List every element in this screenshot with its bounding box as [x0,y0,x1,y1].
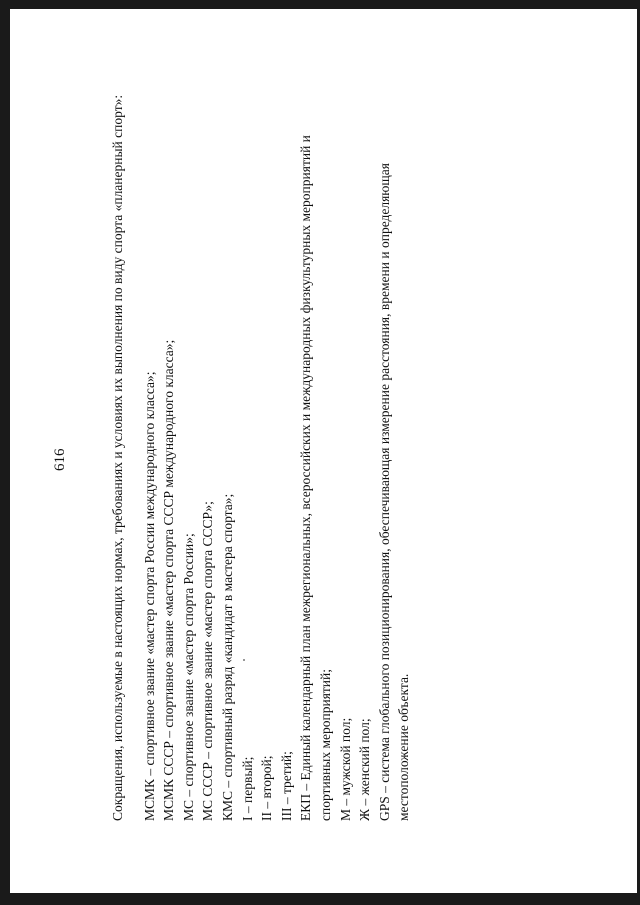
abbreviation-line: М – мужской пол; [337,717,353,821]
abbreviation-line: МСМК – спортивное звание «мастер спорта России международного класса»; [141,371,157,821]
abbreviations-heading: Сокращения, используемые в настоящих нормах, требованиях и условиях их выполнения по виду спорта «планерный спорт»: [110,94,125,821]
abbreviation-line: I – первый; [239,756,255,821]
abbreviation-line: МС СССР – спортивное звание «мастер спорта СССР»; [200,501,216,821]
abbreviation-line: II – второй; [259,755,275,821]
abbreviation-line: МСМК СССР – спортивное звание «мастер спорта СССР международного класса»; [161,339,177,821]
abbreviation-line: МС – спортивное звание «мастер спорта России»; [180,533,196,821]
abbreviation-line: местоположение объекта. [396,673,412,821]
abbreviation-line: КМС – спортивный разряд «кандидат в мастера спорта»; [219,493,235,821]
document-body [108,91,414,821]
abbreviation-line: спортивных мероприятий; [317,668,333,821]
abbreviation-line: GPS – система глобального позиционирования, обеспечивающая измерение расстояния, времени и определяющая [376,163,392,821]
abbreviation-line: III – третий; [278,751,294,821]
abbreviation-line: Ж – женский пол; [357,718,373,821]
abbreviation-line: ЕКП – Единый календарный план межрегиональных, всероссийских и международных физкультурных мероприятий и [298,135,314,821]
page-number: 616 [52,448,68,471]
